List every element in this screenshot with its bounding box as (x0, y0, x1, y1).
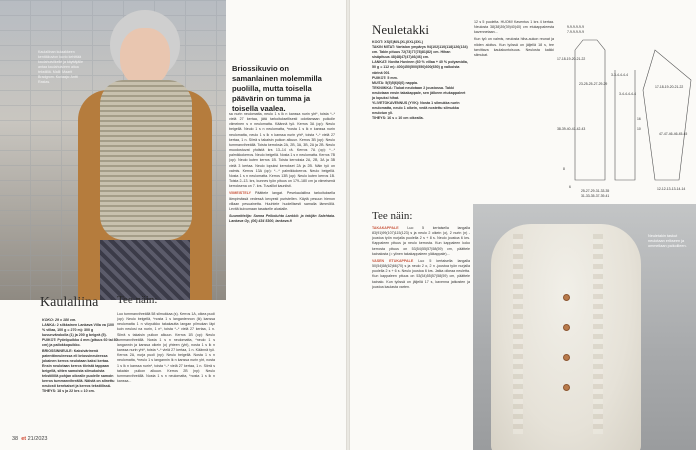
back-piece-outline (575, 40, 608, 180)
spec-needles: PUIKOT: Pyöröpuikko 4 mm (pituus 60 tai 80 cm) ja pallokkopuikko. (42, 338, 118, 348)
schem-label: 8 (563, 167, 565, 171)
woman-photo (0, 0, 226, 300)
schem-label: 3-4-4-4-4-4 (619, 92, 636, 96)
page-number: 38 (12, 436, 19, 442)
schem-label: 17-18-19-20-21-22 (655, 85, 684, 89)
designer-credit: Suunnittelija: Sanna Pelkoluhta Lankkii: ja tekijän Salehtaia. Lankava Oy, (06) 434 5300, lankava.fi (229, 213, 335, 224)
front-piece-outline (615, 70, 635, 180)
right-col-3-text: 12 s 5 puolelta. HUOM! Kaventus 1 krs 4 kertaa. Neulosta 38(38)39(39)40(40) cm etukappaleesta kavennetaan... (474, 20, 554, 35)
finishing-heading: VIIMEISTELY (229, 191, 252, 196)
back-text: Luo 5 kertaisella langalla 83(91)99(107)115(123) s ja neulo 2 oikein (o), 2 nurin (n) -joustoa työn nurjalla puolella 2 s + 8 s. Neulo joustoa 6 krs. Kappaleen pituus ja neulo kerrosta. Kun kappaleen koko kerrosta pituus on 53(54)55(57)58(59) cm, päättele kainalosta (= ylinen takakappaleen yläkappale)... (372, 226, 470, 256)
how-title: Tee näin: (117, 294, 158, 306)
schem-label: 47-47-46-46-45-45 (659, 132, 688, 136)
spec-extra: MUITA: 5(5)5(6)6(6) nappia. (372, 80, 419, 85)
schem-label: 23-25-25-27-29-29 (579, 82, 608, 86)
cable-pattern (513, 234, 523, 434)
right-how-title: Tee näin: (372, 210, 413, 222)
cable-pattern (593, 234, 603, 434)
instructions-col-2 (117, 312, 215, 430)
right-title: Neuletakki (372, 22, 430, 37)
finishing-text: Päättele langat. Pesekaulaliina tarkoituksella lämpimässä vedessä kevyesti puristellen. Käytä pesuun hienon villaan pesuainetta. Huuhtele huolellisesti samalla lämmöllä. Levitä kuivumaan tasaiselle alustalle. (229, 191, 335, 211)
sleeve-outline (643, 50, 691, 180)
spec-gauge: TIHEYS: 18 s ja 22 krs = 10 cm. (42, 389, 95, 394)
pull-quote: Briossikuvio on samanlainen molemmilla puolilla, mutta toisella päävärin on tumma ja toisella vaalea. (232, 64, 322, 113)
schem-label: 31-33-35-37-39-41 (581, 194, 610, 198)
schem-label: 17-18-19-20-21-22 (557, 57, 586, 61)
spec-size: KOKO: 29 x 180 cm. (42, 318, 77, 322)
spec-block (42, 318, 118, 394)
front-text: Luo 5 kertaisella langalla 50(54)58(62)66(70) s ja neulo 2 o, 2 n -joustoa työn nurjalla puolella 2 s + 6 s. Neulo joustoa 6 krs. Jatka oikeaa neuletta. Kun kappaleen pituus on 53(54)55(57)58(59) cm, päättele kainalo. Kun työssä on jäljellä 17 s, kavenna jatkosten ja joustoa kaulasta varten. (372, 258, 470, 289)
section-title: Kaulaliina (40, 295, 99, 310)
cardigan-caption: Neuletakin taskut neulotaan erikseen ja ommellaan paikoilleen. (648, 234, 687, 248)
right-col-3 (474, 20, 554, 200)
instructions-text: Luo tummanvihreällä 58 silmukkaa (s). Kerros 1A, oikea puoli (op): Neulo beigellä, *nosta 1 s langanlennon (lk) kanssa neulomatta 1 n viivpuikko takakautta langan pilmukan läpi kuin neulosi na nurin, 1 n*, toista *–* vielä 27 kertaa, 1 n. Siirrä s takaisin puikon alkuun. Kerros 1B (op): Neulo tummanvihreällä. Nosta 1 s n neulomatta, *neulo 1 s langannin ja kanssa oikein (o) yhteen (yht), nosta 1 s lk n kanssa nurin yht*, toista *–* vielä 27 kertaa, 1 n. Käännä työ. Kerros 2A, nurja puoli (np): Neulo beigellä. Nosta 1 s n neulomatta, *neulo 1 s langannin lk n kanssa nurin yht, nosta 1 s lk n kanssa nurin*, toista *–* vielä 27 kertaa, 1 n. Siirrä s takaisin puikon alkuun. Kerros 2B (np): Neulo tummanvihreällä. Nosta 1 s n neulomatta, *nosta 1 s lk n kanssa... (117, 312, 215, 384)
schem-label: 6 (569, 185, 571, 189)
spec-gauge-r: TIHEYS: 16 s = 10 cm oikealla. (372, 116, 424, 121)
woman-figure (70, 10, 220, 300)
schem-label: 9-9-9-9-9-9 (567, 25, 584, 29)
schem-label: 3-3-4-4-4-4 (611, 73, 628, 77)
spec-measures: TAKIN MITAT: Vartalon ympärys 94(102)110(118)126(134) cm. Takin pituus 72(73)77(78)81(82) cm. Hihan sisäpituus 48(48)47(47)46(46) cm. (372, 45, 468, 60)
cardigan-button (563, 354, 570, 361)
cardigan-button (563, 324, 570, 331)
photo-caption: Kaulaliinan kulaakkeen kenttäkuvion kuvio kehittää kaulahuivilkelle ja käyttäjälle antaa kaulahuivieen aitoa tekstiiliä. Malli: Maarit Bradgrom. Kuvaaja: Antti Rastas. (38, 50, 83, 84)
cardigan-button (563, 384, 570, 391)
left-page (0, 0, 346, 450)
spec-sizes: KOOT: XS(S)M/L(XL)XXL(3XL) (372, 40, 423, 44)
spec-ribbing: YLIVETOKAVENNUS (YVK): Nosta 1 silmukka nurin neulomatta, neulo 1 oikein, vedä nostettu silmukka neulotun yli. (372, 101, 460, 116)
schem-label: 12-12-13-13-14-14 (657, 187, 686, 191)
schem-label: 38-39-40-41-42-43 (557, 127, 586, 131)
right-spec-block (372, 40, 468, 122)
spec-yarn: LANKA: 2 silkkainen Lankava Villa va (100 % villaa, 100 g = 270 m): 300 g kuvunvärokolla (1) ja 200 g beigeä (5). (42, 323, 115, 338)
schem-label: 16 (637, 117, 641, 121)
cardigan-photo (473, 204, 696, 450)
left-footer (12, 436, 48, 442)
garment-schematic (555, 20, 693, 200)
cardigan-button (563, 294, 570, 301)
right-col-3-text-b: Kun työ on valmis, neulosta hiha-aukon reunat ja niiden aloitus. Kun työssä on jäljellä 18 s, tee tarvittava kaulakuntoisuus. Neulosta kaikki silmukat. (474, 37, 554, 57)
instructions-text-3: sa nurin neulomatta, neulo 1 s lk n kanssa nurin yht*, toista *–* vielä 27 kertaa, jätä tarkoituksellisesti odottamaan puikolle viimeinen s n neulomatta. Käännä työ. Kerros 3A (op): Neulo beigellä. Neulo 1 s n neulomatta, *nosta 1 s lk n kanssa nurin neulomatta, neulo 1 s lk n kanssa nurin yht*, toista *–* vielä 27 kertaa, 1 n. Siirrä s takaisin puikon alkuun. Kerros 3B (op): Neulo tummanvihreällä. Toista kerroksia 2A, 2B, 3A, 3B, 2A ja 2B. Neulo muodostuvat yhdistä krs 13–14 rä. Kerros 7A (op): *...* palmikkokerros. Neulo beigellä. Nosta 1 s n neulomatta. Kerros 7B (op): Neulo kuten kerros 1B. Toista kerroksia 2A, 2B, 3A ja 3B vielä 3 kertaa. Neulo lopuksi kerrokset 2A ja 2B. Näin työ on valmis. Kerros 13A (op): *...* palmikkokerros. Neulo beigellä. Nosta 1 s n neulomatta. Kerros 13B (op): Neulo kuten kerros 1B. Toista 2–13. krs, kunnes työn pituus on 179–180 cm ja viimeisenä kerroksena on 7. krs. Tuvalllot kauniisti. (229, 112, 335, 189)
schem-label: 7-9-9-9-9-9 (567, 30, 584, 34)
front-heading: VASEN ETUKAPPALE (372, 258, 414, 263)
spec-technique: TEKNIIKKA: Tiukat neulotaan 2 joustossa. Takki neulotaan ensin takakappale, sen jälkeen etukappaleet ja lopuksi hihat. (372, 85, 466, 101)
back-heading: TAKAKAPPALE (372, 226, 399, 230)
instructions-col-3 (229, 112, 335, 430)
spec-yarn-r: LANKAT: Novita Huvinen (60 % villaa + 40 % polyamidia, 50 g = 112 m): 400(450)500(550)600(650) g valkoista värinä 001 (372, 60, 468, 75)
magazine-brand: et (21, 436, 27, 442)
spec-pattern: BRIOSSINNEULE: Kaksivärinenä patenttineuleessa eli briossineuleessa jokainen kerros neulotaan kaksi kertaa. Ensin neulotaan kerros tiivistä tappaan beigellä, sitten samoista silmukoista tekstiilillä pohjan oikealle puolelle samoin kerros tummanvihreällä. Näistä on alinettu neulosti kenrkaiset ja kerros tekstiilissä. (42, 348, 115, 389)
spec-needles-r: PUIKOT: 5 mm. (372, 75, 398, 80)
schem-label: 25-27-29-31-33-35 (581, 189, 610, 193)
schem-label: 10 (637, 127, 641, 131)
right-col-2 (372, 226, 470, 430)
issue-number: 21/2023 (27, 436, 48, 442)
